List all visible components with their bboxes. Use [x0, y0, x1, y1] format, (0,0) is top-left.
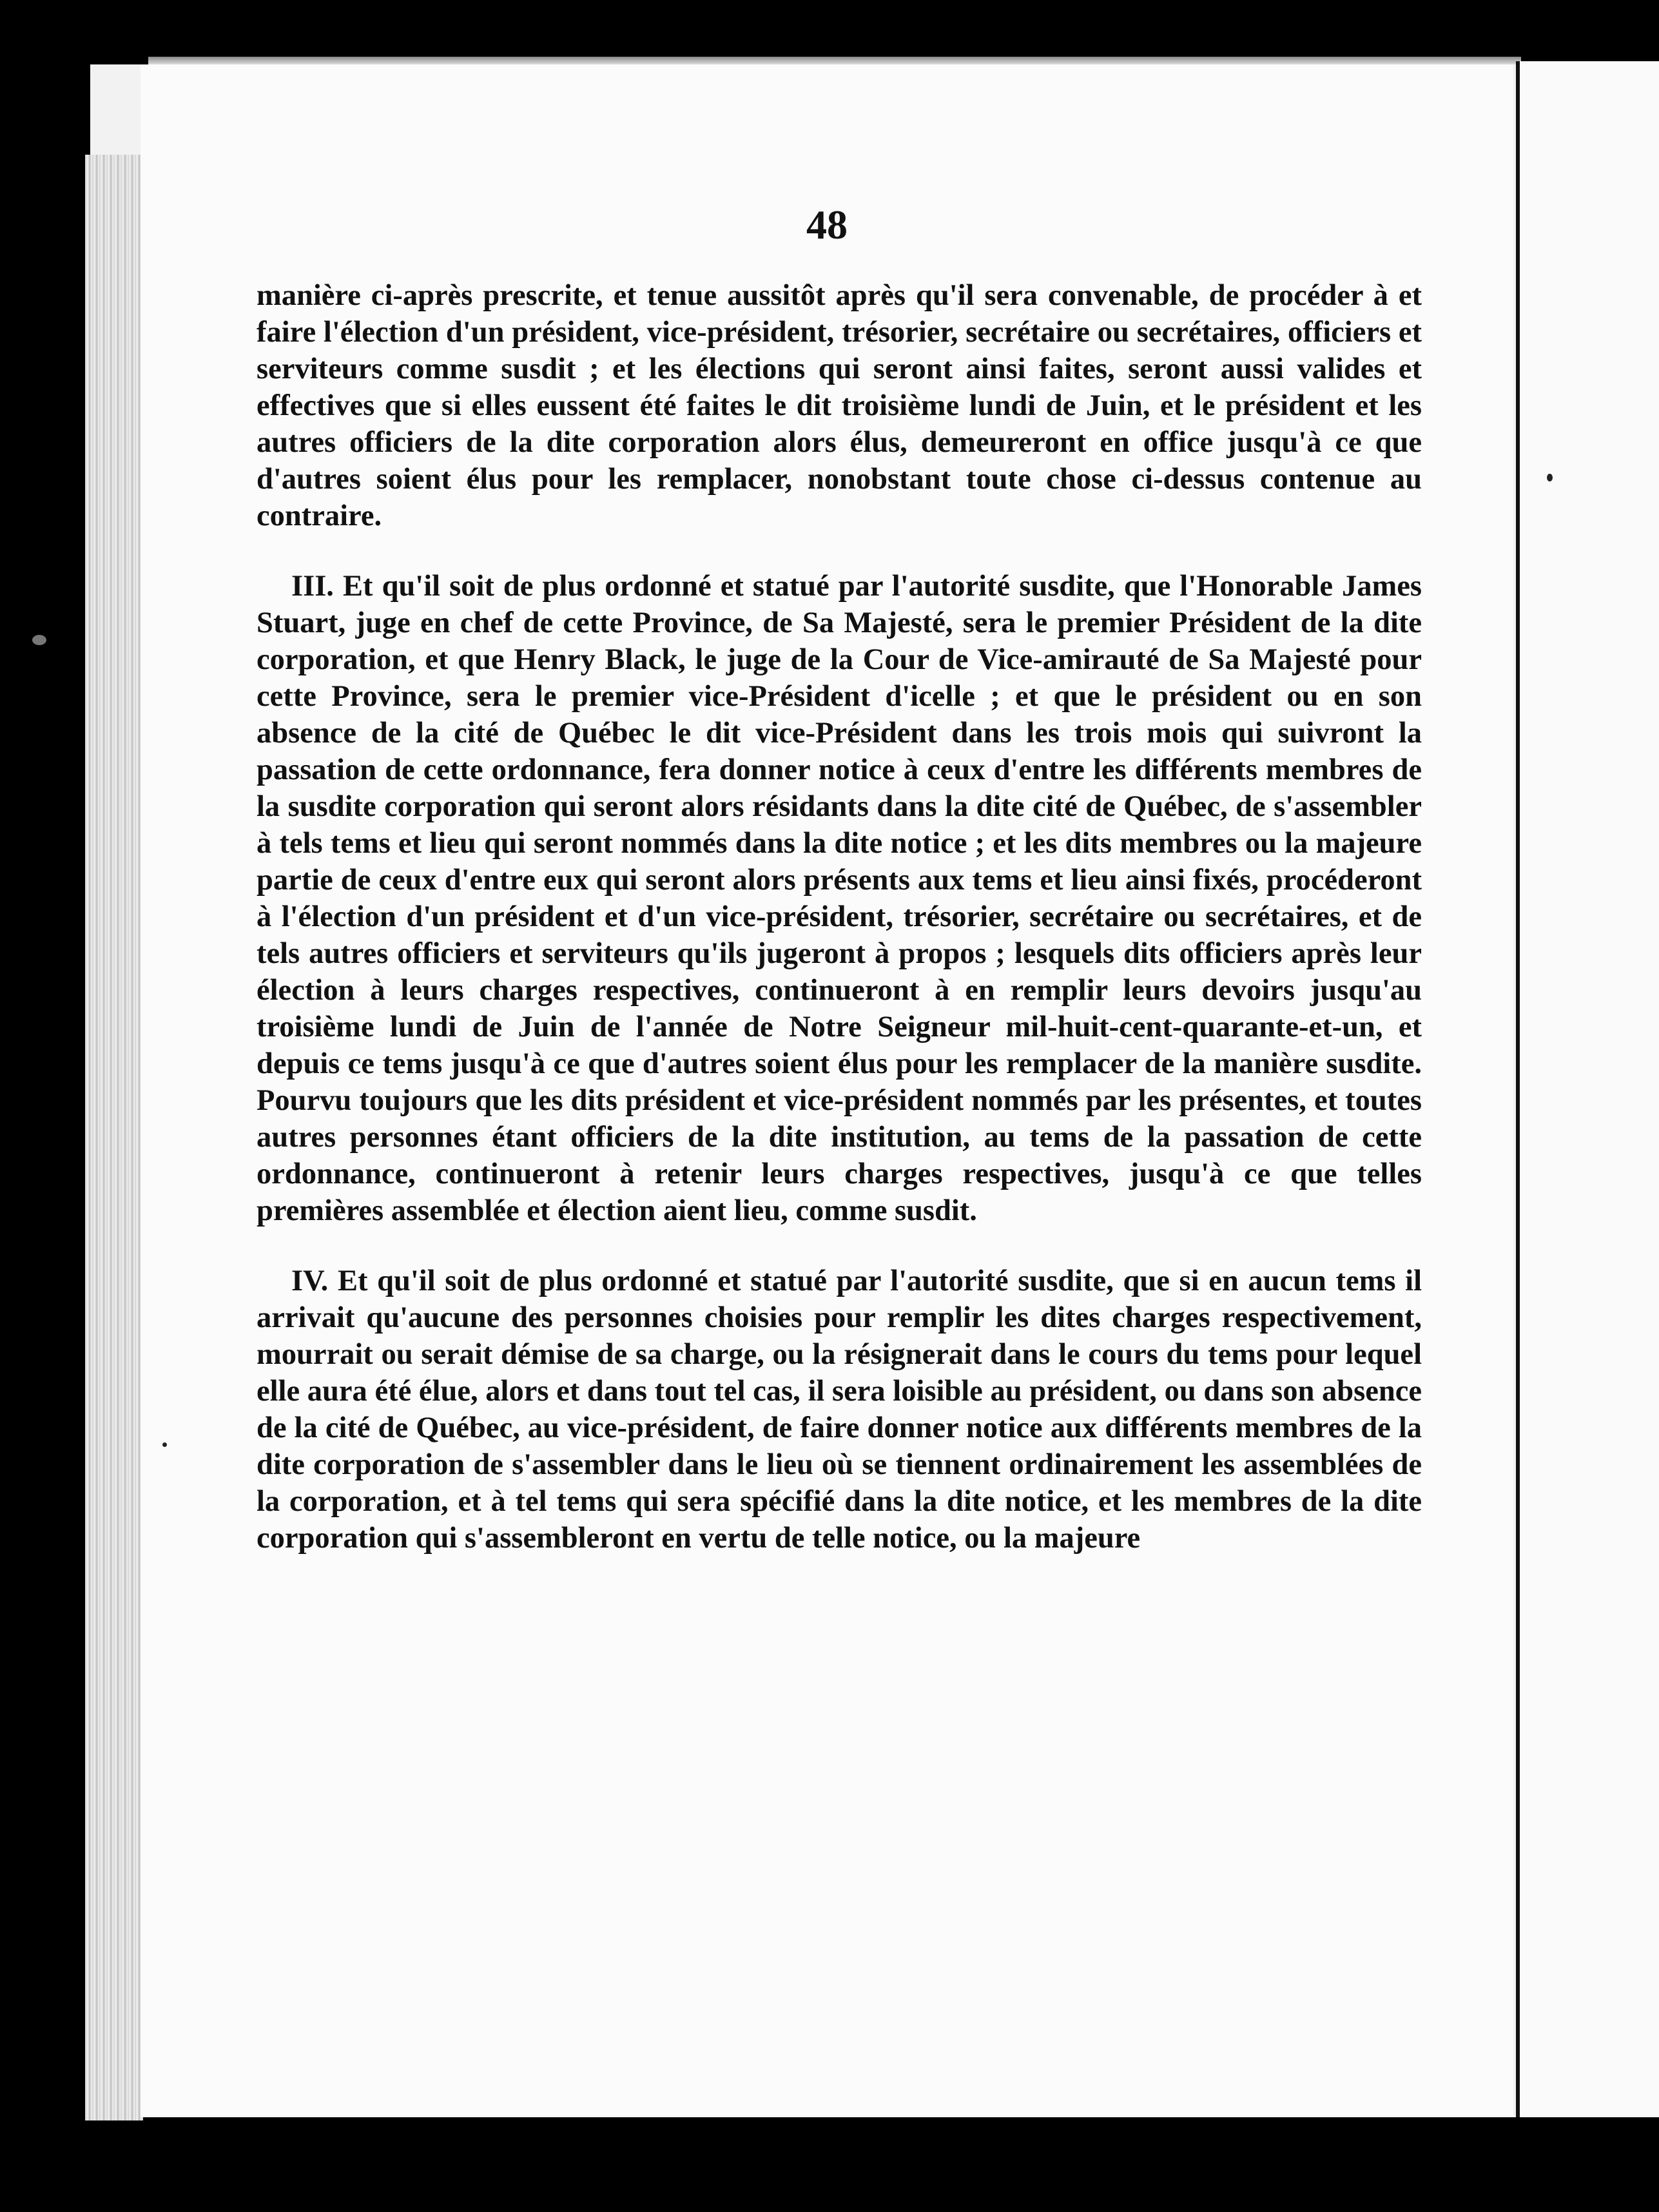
- paragraph-text: manière ci-après prescrite, et tenue aussitôt après qu'il sera convenable, de procéder à et faire l'élection d'un président, vice-président, trésorier, secrétaire ou secrétaires, officiers et serviteurs comme susdit ; et les élections qui seront ainsi faites, seront aussi valides et effectives que si elles eussent été faites le dit troisième lundi de Juin, et le président et les autres officiers de la dite corporation alors élus, demeureront en office jusqu'à ce que d'autres soient élus pour les remplacer, nonobstant toute chose ci-dessus contenue au contraire.: [257, 279, 1422, 532]
- paragraph-text: Et qu'il soit de plus ordonné et statué par l'autorité susdite, que l'Honorable James Stuart, juge en chef de cette Province, de Sa Majesté, sera le premier Président de la dite corporation, et que Henry Black, le juge de la Cour de Vice-amirauté de Sa Majesté pour cette Province, sera le premier vice-Président d'icelle ; et que le président ou en son absence de la cité de Québec le dit vice-Président dans les trois mois qui suivront la passation de cette ordonnance, fera donner notice à ceux d'entre les différents membres de la susdite corporation qui seront alors résidants dans la dite cité de Québec, de s'assembler à tels tems et lieu qui seront nommés dans la dite notice ; et les dits membres ou la majeure partie de ceux d'entre eux qui seront alors présents aux tems et lieu ainsi fixés, procéderont à l'élection d'un président et d'un vice-président, trésorier, secrétaire ou secrétaires, et de tels autres officiers et serviteurs qu'ils jugeront à propos ; lesquels dits officiers après leur élection à leurs charges respectives, continueront à en remplir leurs devoirs jusqu'au troisième lundi de Juin de l'année de Notre Seigneur mil-huit-cent-quarante-et-un, et depuis ce tems jusqu'à ce que d'autres soient élus pour les remplacer de la manière susdite. Pourvu toujours que les dits président et vice-président nommés par les présentes, et toutes autres personnes étant officiers de la dite institution, au tems de la passation de cette ordonnance, continueront à retenir leurs charges respectives, jusqu'à ce que telles premières assemblée et élection aient lieu, comme susdit.: [257, 570, 1422, 1227]
- ink-speck: [32, 635, 46, 645]
- paragraph-text: Et qu'il soit de plus ordonné et statué par l'autorité susdite, que si en aucun tems il arrivait qu'aucune des personnes choisies pour remplir les dites charges respectivement, mourrait ou serait démise de sa charge, ou la résignerait dans le cours du tems pour lequel elle aura été élue, alors et dans tout tel cas, il sera loisible au président, ou dans son absence de la cité de Québec, au vice-président, de faire donner notice aux différents membres de la dite corporation de s'assembler dans le lieu où se tiennent ordinairement les assemblées de la corporation, et à tel tems qui sera spécifié dans la dite notice, et les membres de la dite corporation qui s'assembleront en vertu de telle notice, ou la majeure: [257, 1265, 1422, 1555]
- page-top-edge: [148, 57, 1521, 64]
- body-text: [257, 277, 1422, 1590]
- paragraph-section-iv: [257, 1263, 1422, 1557]
- ink-speck: [162, 1442, 167, 1447]
- section-number: III.: [291, 570, 334, 603]
- page-number: 48: [806, 202, 848, 247]
- facing-page-edge: [1516, 61, 1659, 2117]
- paragraph-continuation: [257, 277, 1422, 534]
- section-number: IV.: [291, 1265, 329, 1297]
- page-edges: [85, 155, 143, 2120]
- paragraph-section-iii: [257, 568, 1422, 1229]
- ink-speck: [1547, 474, 1553, 481]
